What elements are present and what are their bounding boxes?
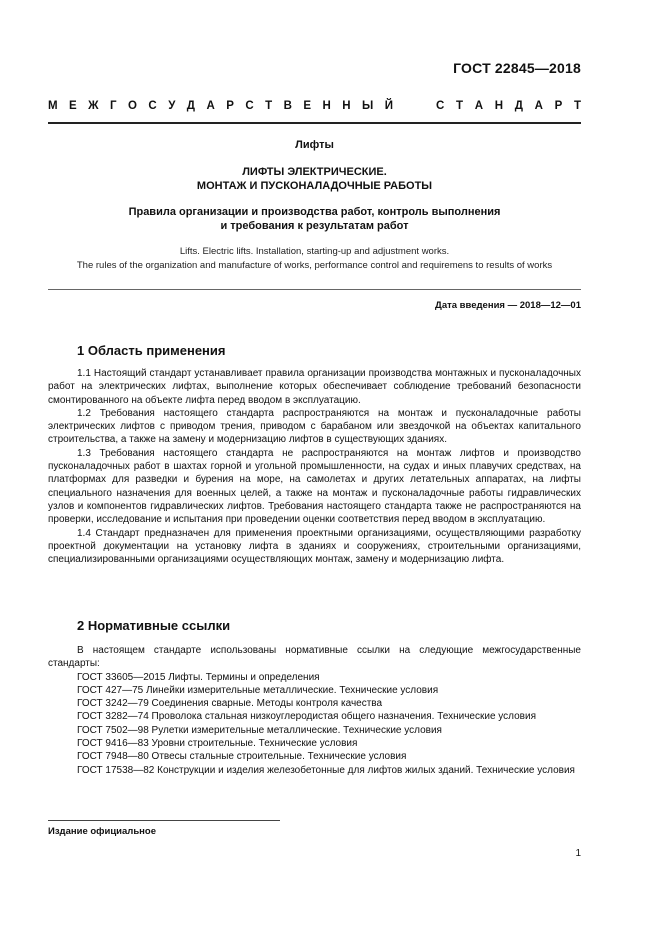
spaced-letter: Р [554, 100, 563, 112]
spaced-letter: Т [456, 100, 464, 112]
footer-divider [48, 820, 280, 821]
spaced-letter: Н [494, 100, 504, 112]
section-1-heading: 1 Область применения [77, 343, 226, 358]
spaced-letter: С [245, 100, 254, 112]
title-line-2: МОНТАЖ И ПУСКОНАЛАДОЧНЫЕ РАБОТЫ [196, 180, 433, 192]
introduction-date: Дата введения — 2018—12—01 [435, 300, 581, 311]
document-title [48, 165, 581, 193]
spaced-letter: А [206, 100, 215, 112]
english-title-line-1: Lifts. Electric lifts. Installation, starting-up and adjustment works. [179, 246, 450, 257]
section-1-body [48, 367, 581, 566]
spaced-letter: В [283, 100, 292, 112]
section-2-body [48, 644, 581, 777]
spaced-letter: С [436, 100, 445, 112]
subtitle-line-2: и требования к результатам работ [220, 220, 409, 232]
spaced-letter: Е [69, 100, 77, 112]
title-line-1: ЛИФТЫ ЭЛЕКТРИЧЕСКИЕ. [242, 166, 387, 178]
title-divider [48, 289, 581, 290]
reference-item: ГОСТ 33605—2015 Лифты. Термины и определения [77, 671, 320, 683]
spaced-letter: А [534, 100, 543, 112]
subtitle-line-1: Правила организации и производства работ, контроль выполнения [128, 206, 501, 218]
spaced-letter: М [48, 100, 58, 112]
english-title [48, 245, 581, 273]
spaced-letter: Д [514, 100, 523, 112]
spaced-letter: Ж [88, 100, 99, 112]
spaced-letter: Д [186, 100, 195, 112]
spaced-letter: А [474, 100, 484, 112]
spaced-letter: Н [342, 100, 351, 112]
standard-type-line [48, 100, 581, 112]
standard-type-word-1 [48, 100, 393, 112]
reference-item: ГОСТ 427—75 Линейки измерительные металлические. Технические условия [77, 684, 439, 696]
spaced-letter: Й [384, 100, 393, 112]
paragraph-1-4: 1.4 Стандарт предназначен для применения проектными организациями, осуществляющими разработку проектной документации на установку лифта в зданиях и сооружениях, строительными организациями, специализированными организациями осуществляющих монтаж, замену и модернизацию лифта. [48, 527, 581, 566]
header-divider [48, 122, 581, 124]
references-intro: В настоящем стандарте использованы нормативные ссылки на следующие межгосударственные стандарты: [48, 645, 581, 670]
section-2-heading: 2 Нормативные ссылки [77, 618, 231, 633]
document-subtitle [48, 205, 581, 233]
reference-item: ГОСТ 7502—98 Рулетки измерительные металлические. Технические условия [77, 724, 442, 736]
spaced-letter: Ы [362, 100, 374, 112]
spaced-letter: У [168, 100, 176, 112]
paragraph-1-1: 1.1 Настоящий стандарт устанавливает правила организации производства монтажных и пусконаладочных работ на электрических лифтах, выполнение которых обеспечивает соблюдение требований безопасности смонтированного на объекте лифта перед вводом в эксплуатацию. [48, 368, 581, 406]
english-title-line-2: The rules of the organization and manufacture of works, performance control and requiremens to results of works [76, 260, 553, 271]
reference-item: ГОСТ 7948—80 Отвесы стальные строительные. Технические условия [77, 751, 407, 763]
subject-heading: Лифты [295, 139, 334, 151]
paragraph-1-3: 1.3 Требования настоящего стандарта не распространяются на монтаж лифтов и производство пусконаладочных работ в шахтах горной и угольной промышленности, на судах и иных плавучих средствах, на платформах для разведки и бурения на море, на самолетах и других летательных аппаратах, на лифты специального назначения для военных целей, а также на монтаж и пусконаладочные работы гидравлических узлов и компонентов гидравлических лифтов. Требования настоящего стандарта также не распространяются на проверки, исследование и испытания при проведении оценки соответствия перед вводом в эксплуатацию. [48, 447, 581, 526]
spaced-letter: Е [303, 100, 312, 112]
page-number: 1 [575, 848, 581, 859]
spaced-letter: Р [226, 100, 234, 112]
spaced-letter: Т [573, 100, 581, 112]
paragraph-1-2: 1.2 Требования настоящего стандарта распространяются на монтаж и пусконаладочные работы электрических лифтов с приводом трения, приводом с барабаном или звездочкой на объектах капитального строительства, а также на замену и модернизацию лифтов в существующих зданиях. [48, 407, 581, 446]
reference-item: ГОСТ 3282—74 Проволока стальная низкоуглеродистая общего назначения. Технические условия [77, 711, 536, 723]
spaced-letter: О [128, 100, 137, 112]
standard-type-word-2 [436, 100, 581, 112]
spaced-letter: Г [110, 100, 117, 112]
official-edition-label: Издание официальное [48, 826, 156, 837]
reference-item: ГОСТ 17538—82 Конструкции и изделия железобетонные для лифтов жилых зданий. Технические условия [77, 764, 575, 776]
spaced-letter: С [148, 100, 157, 112]
doc-number: ГОСТ 22845—2018 [453, 60, 581, 76]
spaced-letter: Н [322, 100, 331, 112]
reference-item: ГОСТ 9416—83 Уровни строительные. Технические условия [77, 738, 358, 750]
spaced-letter: Т [265, 100, 273, 112]
reference-item: ГОСТ 3242—79 Соединения сварные. Методы контроля качества [77, 698, 383, 710]
